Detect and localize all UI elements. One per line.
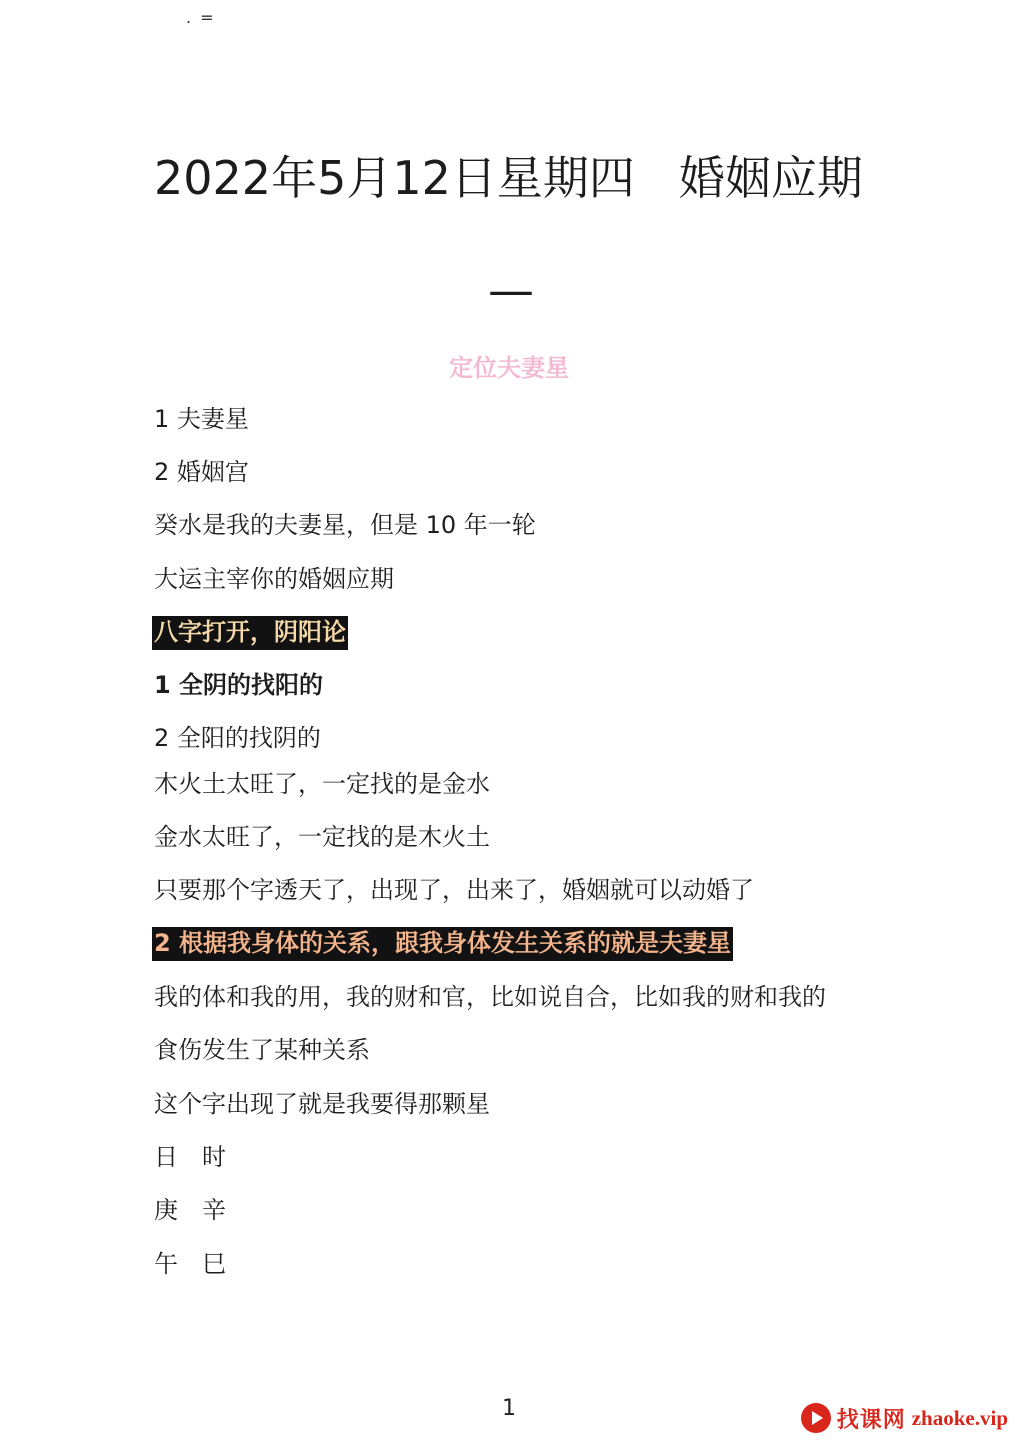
page-title xyxy=(154,148,874,208)
highlighted-text: 2 根据我身体的关系，跟我身体发生关系的就是夫妻星 xyxy=(152,927,733,961)
watermark xyxy=(801,1400,1008,1436)
text-line: 食伤发生了某种关系 xyxy=(154,1036,370,1064)
pillar-row-branches: 午 巳 xyxy=(154,1250,226,1278)
title-topic: 婚姻应期 xyxy=(678,151,863,205)
highlight-line-relation xyxy=(154,926,733,960)
title-dash: — xyxy=(488,263,534,317)
title-date: 2022年5月12日星期四 xyxy=(154,151,635,205)
text-line: 2 婚姻宫 xyxy=(154,458,249,486)
text-line: 金水太旺了，一定找的是木火土 xyxy=(154,823,490,851)
text-line: 木火土太旺了，一定找的是金水 xyxy=(154,770,490,798)
text-line: 2 全阳的找阴的 xyxy=(154,724,321,752)
text-line: 大运主宰你的婚姻应期 xyxy=(154,565,394,593)
text-line: 1 夫妻星 xyxy=(154,405,249,433)
highlighted-text: 八字打开，阴阳论 xyxy=(152,616,348,650)
section-subheading: 定位夫妻星 xyxy=(449,354,569,382)
text-line: 只要那个字透天了，出现了，出来了，婚姻就可以动婚了 xyxy=(154,876,754,904)
watermark-text-en: zhaoke.vip xyxy=(911,1405,1008,1430)
text-line: 我的体和我的用，我的财和官，比如说自合，比如我的财和我的 xyxy=(154,983,826,1011)
text-line: 癸水是我的夫妻星，但是 10 年一轮 xyxy=(154,511,536,539)
page-number: 1 xyxy=(502,1396,516,1421)
text-line: 1 全阴的找阳的 xyxy=(154,671,324,699)
corner-mark: . = xyxy=(186,8,216,27)
pillar-row-stems: 庚 辛 xyxy=(154,1196,226,1224)
play-logo-icon xyxy=(801,1403,831,1433)
watermark-text-cn: 找课网 xyxy=(836,1406,906,1433)
pillar-row-labels: 日 时 xyxy=(154,1143,226,1171)
highlight-line-yinyang xyxy=(154,615,348,649)
text-line: 这个字出现了就是我要得那颗星 xyxy=(154,1090,490,1118)
